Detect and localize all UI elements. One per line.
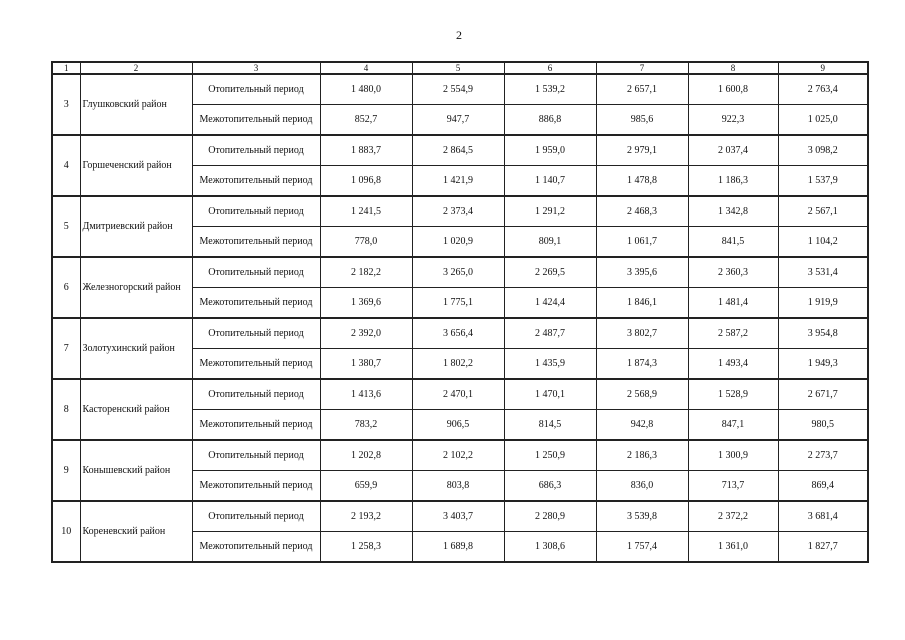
value-cell: 2 373,4 bbox=[412, 196, 504, 227]
region-name-cell: Дмитриевский район bbox=[80, 196, 192, 257]
value-cell: 1 025,0 bbox=[778, 105, 868, 136]
table-row bbox=[52, 501, 868, 532]
value-cell: 1 919,9 bbox=[778, 288, 868, 319]
value-cell: 3 954,8 bbox=[778, 318, 868, 349]
value-cell: 1 380,7 bbox=[320, 349, 412, 380]
table-row bbox=[52, 196, 868, 227]
value-cell: 1 949,3 bbox=[778, 349, 868, 380]
value-cell: 2 273,7 bbox=[778, 440, 868, 471]
value-cell: 2 567,1 bbox=[778, 196, 868, 227]
value-cell: 1 258,3 bbox=[320, 532, 412, 563]
table-row bbox=[52, 257, 868, 288]
value-cell: 2 102,2 bbox=[412, 440, 504, 471]
table-header bbox=[52, 62, 868, 74]
column-header: 6 bbox=[504, 62, 596, 74]
value-cell: 1 478,8 bbox=[596, 166, 688, 197]
row-number-cell: 3 bbox=[52, 74, 80, 135]
page-number: 2 bbox=[456, 28, 462, 42]
value-cell: 2 554,9 bbox=[412, 74, 504, 105]
column-header: 3 bbox=[192, 62, 320, 74]
value-cell: 783,2 bbox=[320, 410, 412, 441]
column-header: 5 bbox=[412, 62, 504, 74]
value-cell: 1 539,2 bbox=[504, 74, 596, 105]
value-cell: 1 846,1 bbox=[596, 288, 688, 319]
value-cell: 1 493,4 bbox=[688, 349, 778, 380]
value-cell: 1 300,9 bbox=[688, 440, 778, 471]
table-row bbox=[52, 318, 868, 349]
column-header: 9 bbox=[778, 62, 868, 74]
value-cell: 869,4 bbox=[778, 471, 868, 502]
column-header: 7 bbox=[596, 62, 688, 74]
column-header: 1 bbox=[52, 62, 80, 74]
value-cell: 3 098,2 bbox=[778, 135, 868, 166]
column-header: 4 bbox=[320, 62, 412, 74]
region-name-cell: Железногорский район bbox=[80, 257, 192, 318]
value-cell: 3 802,7 bbox=[596, 318, 688, 349]
value-cell: 886,8 bbox=[504, 105, 596, 136]
period-label-cell: Межотопительный период bbox=[192, 288, 320, 319]
row-number-cell: 7 bbox=[52, 318, 80, 379]
value-cell: 1 342,8 bbox=[688, 196, 778, 227]
value-cell: 2 470,1 bbox=[412, 379, 504, 410]
value-cell: 1 689,8 bbox=[412, 532, 504, 563]
value-cell: 1 250,9 bbox=[504, 440, 596, 471]
value-cell: 713,7 bbox=[688, 471, 778, 502]
period-label-cell: Межотопительный период bbox=[192, 410, 320, 441]
value-cell: 2 182,2 bbox=[320, 257, 412, 288]
value-cell: 1 061,7 bbox=[596, 227, 688, 258]
value-cell: 1 421,9 bbox=[412, 166, 504, 197]
period-label-cell: Отопительный период bbox=[192, 318, 320, 349]
value-cell: 942,8 bbox=[596, 410, 688, 441]
row-number-cell: 5 bbox=[52, 196, 80, 257]
period-label-cell: Отопительный период bbox=[192, 135, 320, 166]
value-cell: 1 369,6 bbox=[320, 288, 412, 319]
period-label-cell: Межотопительный период bbox=[192, 227, 320, 258]
value-cell: 1 883,7 bbox=[320, 135, 412, 166]
value-cell: 814,5 bbox=[504, 410, 596, 441]
region-name-cell: Горшеченский район bbox=[80, 135, 192, 196]
value-cell: 3 403,7 bbox=[412, 501, 504, 532]
value-cell: 2 763,4 bbox=[778, 74, 868, 105]
row-number-cell: 4 bbox=[52, 135, 80, 196]
table-row bbox=[52, 135, 868, 166]
value-cell: 803,8 bbox=[412, 471, 504, 502]
value-cell: 809,1 bbox=[504, 227, 596, 258]
column-header: 2 bbox=[80, 62, 192, 74]
region-name-cell: Конышевский район bbox=[80, 440, 192, 501]
value-cell: 2 864,5 bbox=[412, 135, 504, 166]
region-name-cell: Золотухинский район bbox=[80, 318, 192, 379]
value-cell: 2 186,3 bbox=[596, 440, 688, 471]
period-label-cell: Отопительный период bbox=[192, 257, 320, 288]
value-cell: 2 360,3 bbox=[688, 257, 778, 288]
column-header: 8 bbox=[688, 62, 778, 74]
value-cell: 3 265,0 bbox=[412, 257, 504, 288]
value-cell: 659,9 bbox=[320, 471, 412, 502]
value-cell: 947,7 bbox=[412, 105, 504, 136]
period-label-cell: Межотопительный период bbox=[192, 166, 320, 197]
column-number-row bbox=[52, 62, 868, 74]
value-cell: 1 020,9 bbox=[412, 227, 504, 258]
region-name-cell: Глушковский район bbox=[80, 74, 192, 135]
value-cell: 1 528,9 bbox=[688, 379, 778, 410]
period-label-cell: Межотопительный период bbox=[192, 532, 320, 563]
value-cell: 1 874,3 bbox=[596, 349, 688, 380]
value-cell: 1 802,2 bbox=[412, 349, 504, 380]
value-cell: 686,3 bbox=[504, 471, 596, 502]
period-label-cell: Отопительный период bbox=[192, 74, 320, 105]
value-cell: 1 480,0 bbox=[320, 74, 412, 105]
value-cell: 1 361,0 bbox=[688, 532, 778, 563]
row-number-cell: 10 bbox=[52, 501, 80, 562]
value-cell: 2 193,2 bbox=[320, 501, 412, 532]
value-cell: 2 468,3 bbox=[596, 196, 688, 227]
value-cell: 1 481,4 bbox=[688, 288, 778, 319]
value-cell: 1 104,2 bbox=[778, 227, 868, 258]
value-cell: 3 681,4 bbox=[778, 501, 868, 532]
value-cell: 778,0 bbox=[320, 227, 412, 258]
row-number-cell: 9 bbox=[52, 440, 80, 501]
value-cell: 1 600,8 bbox=[688, 74, 778, 105]
value-cell: 1 435,9 bbox=[504, 349, 596, 380]
value-cell: 1 757,4 bbox=[596, 532, 688, 563]
value-cell: 1 202,8 bbox=[320, 440, 412, 471]
value-cell: 1 424,4 bbox=[504, 288, 596, 319]
value-cell: 2 269,5 bbox=[504, 257, 596, 288]
value-cell: 985,6 bbox=[596, 105, 688, 136]
value-cell: 1 096,8 bbox=[320, 166, 412, 197]
table-row bbox=[52, 379, 868, 410]
row-number-cell: 6 bbox=[52, 257, 80, 318]
value-cell: 1 241,5 bbox=[320, 196, 412, 227]
period-label-cell: Отопительный период bbox=[192, 379, 320, 410]
value-cell: 847,1 bbox=[688, 410, 778, 441]
region-name-cell: Касторенский район bbox=[80, 379, 192, 440]
period-label-cell: Межотопительный период bbox=[192, 105, 320, 136]
value-cell: 3 539,8 bbox=[596, 501, 688, 532]
value-cell: 2 392,0 bbox=[320, 318, 412, 349]
value-cell: 836,0 bbox=[596, 471, 688, 502]
value-cell: 1 775,1 bbox=[412, 288, 504, 319]
value-cell: 2 979,1 bbox=[596, 135, 688, 166]
row-number-cell: 8 bbox=[52, 379, 80, 440]
value-cell: 922,3 bbox=[688, 105, 778, 136]
value-cell: 841,5 bbox=[688, 227, 778, 258]
value-cell: 852,7 bbox=[320, 105, 412, 136]
value-cell: 3 395,6 bbox=[596, 257, 688, 288]
value-cell: 906,5 bbox=[412, 410, 504, 441]
period-label-cell: Межотопительный период bbox=[192, 349, 320, 380]
period-label-cell: Отопительный период bbox=[192, 440, 320, 471]
value-cell: 1 537,9 bbox=[778, 166, 868, 197]
period-label-cell: Отопительный период bbox=[192, 501, 320, 532]
table-row bbox=[52, 440, 868, 471]
value-cell: 3 656,4 bbox=[412, 318, 504, 349]
value-cell: 2 587,2 bbox=[688, 318, 778, 349]
period-label-cell: Отопительный период bbox=[192, 196, 320, 227]
table-body bbox=[52, 74, 868, 562]
value-cell: 1 291,2 bbox=[504, 196, 596, 227]
value-cell: 2 487,7 bbox=[504, 318, 596, 349]
value-cell: 1 959,0 bbox=[504, 135, 596, 166]
period-label-cell: Межотопительный период bbox=[192, 471, 320, 502]
value-cell: 1 827,7 bbox=[778, 532, 868, 563]
value-cell: 2 568,9 bbox=[596, 379, 688, 410]
table-row bbox=[52, 74, 868, 105]
value-cell: 1 186,3 bbox=[688, 166, 778, 197]
value-cell: 2 037,4 bbox=[688, 135, 778, 166]
value-cell: 3 531,4 bbox=[778, 257, 868, 288]
value-cell: 2 280,9 bbox=[504, 501, 596, 532]
value-cell: 1 140,7 bbox=[504, 166, 596, 197]
value-cell: 2 657,1 bbox=[596, 74, 688, 105]
value-cell: 1 470,1 bbox=[504, 379, 596, 410]
value-cell: 1 413,6 bbox=[320, 379, 412, 410]
value-cell: 2 671,7 bbox=[778, 379, 868, 410]
value-cell: 980,5 bbox=[778, 410, 868, 441]
value-cell: 1 308,6 bbox=[504, 532, 596, 563]
value-cell: 2 372,2 bbox=[688, 501, 778, 532]
tariff-table bbox=[51, 61, 869, 563]
region-name-cell: Кореневский район bbox=[80, 501, 192, 562]
